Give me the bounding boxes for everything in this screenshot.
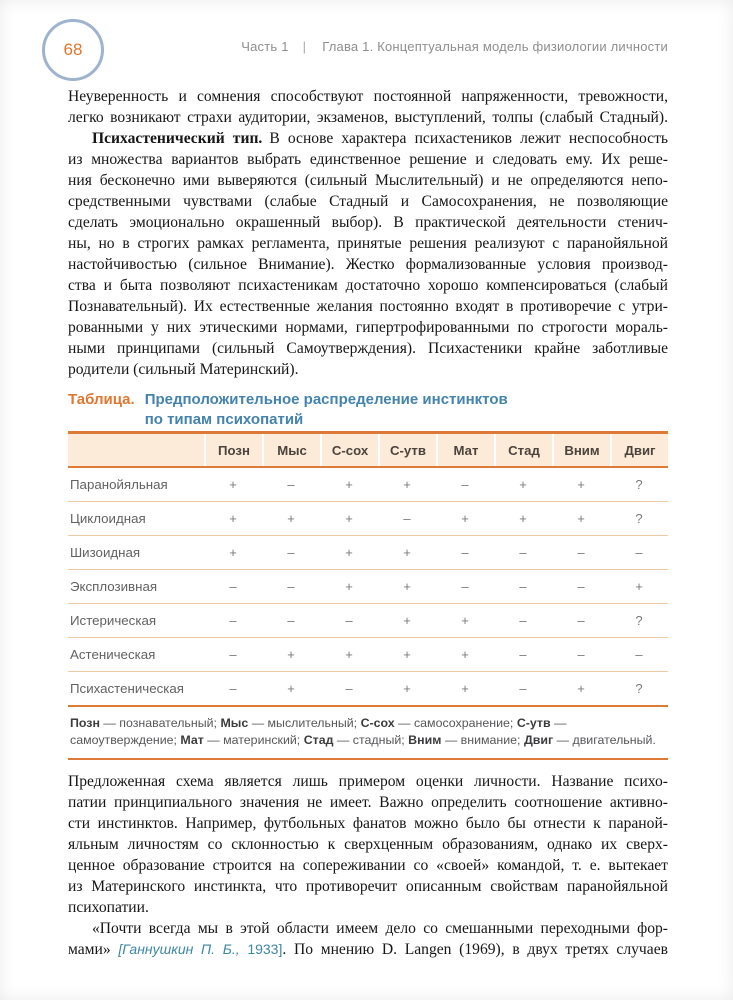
table-caption-title [145, 390, 508, 430]
table-cell-mark: + [229, 545, 237, 560]
footnote-abbr: С-утв [516, 716, 551, 730]
footnote-abbr: Стад [303, 733, 334, 747]
table-cell-mark: + [403, 647, 411, 662]
text-line: Предложенная схема является лишь примером оценки личности. Название психо- [68, 773, 668, 790]
text-line: ны, но в строгих рамках регламента, принятые решения реализуют с паранойяльной [68, 235, 668, 252]
table-cell-mark: – [287, 613, 295, 628]
table-cell-mark: + [635, 579, 643, 594]
table-cell-mark: ? [635, 613, 643, 628]
footnote-definition: — самоутверждение; [70, 716, 567, 747]
footnote-abbr: Мыс [220, 716, 249, 730]
table-cell-mark: – [287, 477, 295, 492]
table-cell-mark: + [345, 647, 353, 662]
footnote-definition: — самосохранение; [394, 716, 517, 730]
footnote-abbr: Двиг [523, 733, 554, 747]
paragraph-lead-rest: В основе характера психастеников лежит неспособность [269, 130, 668, 147]
table-row [68, 468, 668, 502]
table-cell-mark: ? [635, 681, 643, 696]
paragraph-lead-bold: Психастенический тип. [92, 130, 263, 147]
table-row-label: Астеническая [70, 647, 156, 662]
running-header-separator: | [302, 39, 307, 54]
table-caption [68, 390, 668, 430]
table-column-header: С-утв [378, 434, 436, 466]
table-cell-mark: + [519, 511, 527, 526]
table-cell-mark: + [577, 477, 585, 492]
table-row-label: Шизоидная [70, 545, 141, 560]
table-column-header: Вним [552, 434, 610, 466]
text-line: ными принципами (сильный Самоутверждения). Психастеники крайне заботливые [68, 340, 668, 357]
text-line: средственными чувствами (слабые Стадный и Самосохранения, не позволяющие [68, 193, 668, 210]
footnote-abbr: Мат [180, 733, 204, 747]
table-cell-mark: – [577, 579, 585, 594]
paragraph-scheme-example [68, 771, 668, 918]
running-header [68, 39, 668, 54]
table-cell-mark: ? [635, 511, 643, 526]
text-line [68, 939, 668, 960]
instincts-table [68, 431, 668, 760]
footnote-definition: — внимание; [441, 733, 524, 747]
paragraph-intro [68, 86, 668, 128]
text-line [68, 918, 668, 939]
table-column-header: Позн [204, 434, 262, 466]
text-line: Познавательный). Их естественные желания постоянно входят в противоречие с утри- [68, 298, 668, 315]
footnote-definition: — познавательный; [99, 716, 221, 730]
table-column-header: Стад [494, 434, 552, 466]
table-cell-mark: + [577, 511, 585, 526]
table-column-header: С-сох [320, 434, 378, 466]
table-row-label: Паранойяльная [70, 477, 168, 492]
footnote-abbr: Позн [70, 716, 100, 730]
table-cell-mark: + [461, 681, 469, 696]
table-cell-mark: – [287, 545, 295, 560]
table-cell-mark: + [229, 477, 237, 492]
table-cell-mark: – [345, 681, 353, 696]
table-cell-mark: – [229, 681, 237, 696]
table-cell-mark: – [577, 545, 585, 560]
table-cell-mark: + [403, 545, 411, 560]
table-cell-mark: – [229, 613, 237, 628]
table-cell-mark: + [287, 647, 295, 662]
table-cell-mark: ? [635, 477, 643, 492]
table-row [68, 672, 668, 707]
text-line: ния бесконечно ими выверяются (сильный Мыслительный) и не определяются непо- [68, 172, 668, 189]
text-line: ства и быта позволяют психастеникам достаточно хорошо компенсироваться (слабый [68, 277, 668, 294]
table-cell-mark: + [345, 579, 353, 594]
table-row [68, 638, 668, 672]
table-column-header: Мыс [262, 434, 320, 466]
table-cell-mark: – [635, 647, 643, 662]
citation-post: . По мнению D. Langen (1969), в двух третях случаев [282, 941, 668, 958]
paragraph-citation [68, 918, 668, 960]
table-cell-mark: + [403, 681, 411, 696]
table-cell-mark: + [403, 477, 411, 492]
table-row [68, 570, 668, 604]
table-row-label: Эксплозивная [70, 579, 158, 594]
table-corner-cell [68, 434, 204, 466]
text-line: настойчивостью (сильное Внимание). Жестко формализованные условия производ- [68, 256, 668, 273]
table-cell-mark: – [577, 613, 585, 628]
table-row [68, 502, 668, 536]
text-line: родители (сильный Материнский). [68, 361, 299, 378]
table-cell-mark: – [519, 613, 527, 628]
table-cell-mark: + [461, 647, 469, 662]
footnote-abbr: Вним [408, 733, 442, 747]
table-cell-mark: + [287, 681, 295, 696]
text-line: сти инстинктов. Например, футбольных фанатов можно было бы отнести к параной- [68, 815, 668, 832]
text-line: Неуверенность и сомнения способствуют постоянной напряженности, тревожности, [68, 88, 668, 105]
footnote-abbr: С-сох [360, 716, 395, 730]
table-cell-mark: + [345, 545, 353, 560]
text-line: патии принципиального значения не имеет. Важно определить соотношение активно- [68, 794, 668, 811]
text-line [68, 128, 668, 149]
text-line: сделать эмоционально окрашенный выбор). В практической деятельности стенич- [68, 214, 668, 231]
table-column-header: Мат [436, 434, 494, 466]
text-line: ценное образование строится на сопереживании со «своей» командой, т. е. вытекает [68, 857, 668, 874]
text-line: яльным личностям со склонностью к сверхценным образованиям, однако их сверх- [68, 836, 668, 853]
text-line: из Материнского инстинкта, что противоречит описанным свойствам паранойяльной [68, 878, 668, 895]
text-line: психопатии. [68, 899, 149, 916]
table-title-line1: Предположительное распределение инстинктов [144, 391, 508, 408]
table-cell-mark: + [461, 613, 469, 628]
table-cell-mark: – [287, 579, 295, 594]
table-row-label: Истерическая [70, 613, 157, 628]
table-cell-mark: – [403, 511, 411, 526]
table-cell-mark: + [345, 511, 353, 526]
table-cell-mark: – [519, 579, 527, 594]
table-cell-mark: – [229, 579, 237, 594]
citation-line1: «Почти всегда мы в этой области имеем дело со смешанными переходными фор- [92, 920, 668, 937]
table-cell-mark: – [461, 545, 469, 560]
paragraph-psychasthenic-type [68, 128, 668, 380]
table-body [68, 468, 668, 707]
table-row-label: Психастеническая [70, 681, 184, 696]
footnote-definition: — двигательный. [553, 733, 656, 747]
table-column-header: Двиг [610, 434, 668, 466]
footnote-definition: — материнский; [203, 733, 304, 747]
table-cell-mark: – [461, 579, 469, 594]
citation-pre: мами» [68, 941, 119, 958]
text-line: легко возникают страхи аудитории, экзаменов, выступлений, толпы (слабый Стадный). [68, 109, 668, 126]
footnote-definition: — стадный; [333, 733, 409, 747]
table-cell-mark: + [577, 681, 585, 696]
table-cell-mark: + [287, 511, 295, 526]
table-cell-mark: + [345, 477, 353, 492]
table-row-label: Циклоидная [70, 511, 146, 526]
table-footnote [68, 707, 668, 760]
table-title-line2: по типам психопатий [144, 411, 304, 428]
table-cell-mark: + [519, 477, 527, 492]
footnote-definition: — мыслительный; [248, 716, 361, 730]
table-cell-mark: + [403, 613, 411, 628]
table-cell-mark: – [345, 613, 353, 628]
table-cell-mark: + [461, 511, 469, 526]
table-cell-mark: – [577, 647, 585, 662]
running-header-chapter: Глава 1. Концептуальная модель физиологии личности [322, 39, 668, 54]
table-row [68, 604, 668, 638]
table-cell-mark: – [461, 477, 469, 492]
citation-author: [Ганнушкин П. Б., [118, 941, 240, 957]
citation-year: 1933] [239, 941, 283, 957]
table-caption-label: Таблица. [68, 391, 135, 408]
table-row [68, 536, 668, 570]
page-number: 68 [63, 40, 83, 59]
table-cell-mark: – [635, 545, 643, 560]
text-line: рованными у них этическими нормами, гипертрофированными по строгости мораль- [68, 319, 668, 336]
table-header-row [68, 434, 668, 468]
running-header-part: Часть 1 [241, 39, 289, 54]
table-cell-mark: + [403, 579, 411, 594]
table-cell-mark: – [519, 681, 527, 696]
table-cell-mark: – [519, 647, 527, 662]
table-cell-mark: – [519, 545, 527, 560]
table-cell-mark: – [229, 647, 237, 662]
table-cell-mark: + [229, 511, 237, 526]
text-line: из множества вариантов выбрать единственное решение и следовать ему. Их реше- [68, 151, 668, 168]
